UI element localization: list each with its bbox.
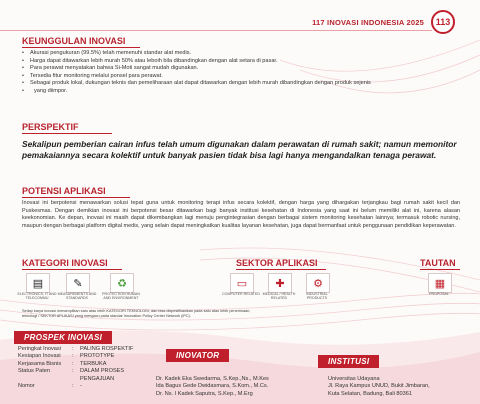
inovator-list xyxy=(156,376,316,398)
page-number: 113 xyxy=(431,10,455,34)
electronics-icon: ▤ xyxy=(26,273,50,293)
footnote xyxy=(22,309,462,319)
medical-icon: ✚ xyxy=(268,273,292,293)
prospek-table xyxy=(18,346,148,390)
kategori-label: ELECTRONICS, IT AND TELECOMMU xyxy=(17,292,57,301)
keunggulan-item: • Tersedia fitur monitoring melalui ponsel para perawat. xyxy=(26,73,466,81)
sektor-title: SEKTOR APLIKASI xyxy=(236,258,318,268)
kategori-label: PROTECTION HUMAN AND ENVIRONMENT xyxy=(102,292,140,301)
prospek-key: Kesiapan Inovasi xyxy=(18,353,61,360)
keunggulan-item: • Para perawat menyatakan bahwa Si-Moti sangat mudah digunakan. xyxy=(26,65,466,73)
kategori-title: KATEGORI INOVASI xyxy=(22,258,108,268)
kategori-label: MEASUREMENTS AND STANDARDS xyxy=(57,292,97,301)
inovator-name: Dr. Kadek Eka Swedarma, S.Kep.,Ns., M.Kes xyxy=(156,376,269,382)
keunggulan-item: • Sebagai produk lokal, dukungan teknis dan pemeliharaan alat dapat ditawarkan dengan lebih murah dibandingkan dengan produk sejenis xyxy=(26,80,466,88)
prospek-key: Status Paten xyxy=(18,368,51,375)
perspektif-underline xyxy=(22,133,112,134)
potensi-underline xyxy=(22,197,130,198)
sektor-label: COMPUTER RELATED xyxy=(222,292,260,296)
sektor-label: MEDICAL / HEALTH RELATED xyxy=(262,292,296,301)
inovator-name: Ida Bagus Gede Dwidasmara, S.Kom., M.Cs. xyxy=(156,383,269,390)
keunggulan-item: • Akurasi pengukuran (99.5%) telah memenuhi standar alat medis. xyxy=(26,50,466,58)
sektor-underline xyxy=(236,269,326,270)
proposal-icon[interactable]: ▦ xyxy=(428,273,452,293)
tautan-underline xyxy=(420,269,460,270)
perspektif-title: PERSPEKTIF xyxy=(22,122,79,132)
prospek-value: PALING ROSPEKTIF xyxy=(80,346,134,352)
header-divider xyxy=(0,30,432,31)
keunggulan-underline xyxy=(22,47,140,48)
computer-icon: ▭ xyxy=(230,273,254,293)
prospek-row: Kesiapan Inovasi : PROTOTYPE xyxy=(18,353,115,360)
perspektif-text: Sekalipun pemberian cairan infus telah umum digunakan dalam perawatan di rumah sakit; namun memonitor pemakaiannya secara kolektif untuk banyak pasien tidak bisa lagi hanya mengandalkan tenaga perawat. xyxy=(22,139,457,160)
prospek-row: Kerjasama Bisnis : TERBUKA xyxy=(18,360,107,367)
measurement-icon: ✎ xyxy=(66,273,90,293)
prospek-key: Kerjasama Bisnis xyxy=(18,360,62,367)
prospek-value: TERBUKA xyxy=(80,360,107,367)
header-title: 117 INOVASI INDONESIA 2025 xyxy=(312,18,424,27)
kategori-underline xyxy=(22,269,122,270)
institusi-title: INSTITUSI xyxy=(318,355,379,368)
keunggulan-title: KEUNGGULAN INOVASI xyxy=(22,36,126,46)
footnote-line: Setiap karya inovasi menampilkan satu atau lebih KATEGORI TEKNOLOGI, dan bisa dispesifikasikan pada satu atau lebih penerimaan, xyxy=(22,309,251,313)
inovator-title: INOVATOR xyxy=(166,349,229,362)
keunggulan-list xyxy=(18,50,466,96)
inovator-name: Dr. Ns. I Kadek Saputra, S.Kep., M.Erg xyxy=(156,390,253,397)
industrial-icon: ⚙ xyxy=(306,273,330,293)
prospek-row: Nomor : - xyxy=(18,383,82,390)
prospek-row: Peringkat Inovasi : PALING ROSPEKTIF xyxy=(18,346,134,352)
keunggulan-item: • Harga dapat ditawarkan lebih murah 50% atau leboih bila dibandingkan dengan alat setara di pasar. xyxy=(26,58,466,66)
prospek-row: Status Paten : DALAM PROSES PENGAJUAN xyxy=(18,368,148,383)
institusi-line: Kuta Selatan, Badung, Bali 80361 xyxy=(328,390,412,397)
tautan-title: TAUTAN xyxy=(420,258,456,268)
keunggulan-item-continuation: • yang diimpor. xyxy=(26,88,466,96)
potensi-text: Inovasi ini berpotensi menawarkan solusi tepat guna untuk monitoring terapi infus secara kolektif, dengan harga yang dihargakan terjangkau bagi rumah sakit kecil dan Puskesmas. Dengan demikian inovasi ini berpotensi besar ditawarkan bagi banyak institusi kesehatan di Indonesia yang saat ini belum memiliki alat ini, karena alasan keekonomian. Ke depan, inovasi ini masih dapat dikembangkan lagi menuju pengintegrasian dengan berbagai sistem monitoring kesehatan lainnya; termasuk robotic nursing, maupun dengan berbagai platform digital medis, yang selain dapat meningkatkan kualitas layanan kesehatan, juga dapat bermanfaat untuk penggunaan pendidikan keperawatan. xyxy=(22,200,460,230)
prospek-key: Peringkat Inovasi xyxy=(18,346,61,352)
prospek-key: Nomor xyxy=(18,383,35,390)
potensi-title: POTENSI APLIKASI xyxy=(22,186,106,196)
prospek-value: PROTOTYPE xyxy=(80,353,115,360)
institusi-address xyxy=(328,376,468,398)
sektor-label: INDUSTRIAL PRODUCTS xyxy=(306,292,328,301)
prospek-value: DALAM PROSES PENGAJUAN xyxy=(80,368,125,382)
recycle-icon: ♻ xyxy=(110,273,134,293)
footnote-line: teknologi / SEKTOR APLIKASI yang mengacu pada standar Innovation Policy Center Network (IPC). xyxy=(22,314,191,318)
tautan-label[interactable]: PROPOSAL xyxy=(429,292,449,296)
prospek-title: PROSPEK INOVASI xyxy=(14,331,112,344)
institusi-line: Jl. Raya Kampus UNUD, Bukit Jimbaran, xyxy=(328,383,430,390)
institusi-line: Universitas Udayana xyxy=(328,376,380,382)
prospek-value: - xyxy=(80,383,82,390)
